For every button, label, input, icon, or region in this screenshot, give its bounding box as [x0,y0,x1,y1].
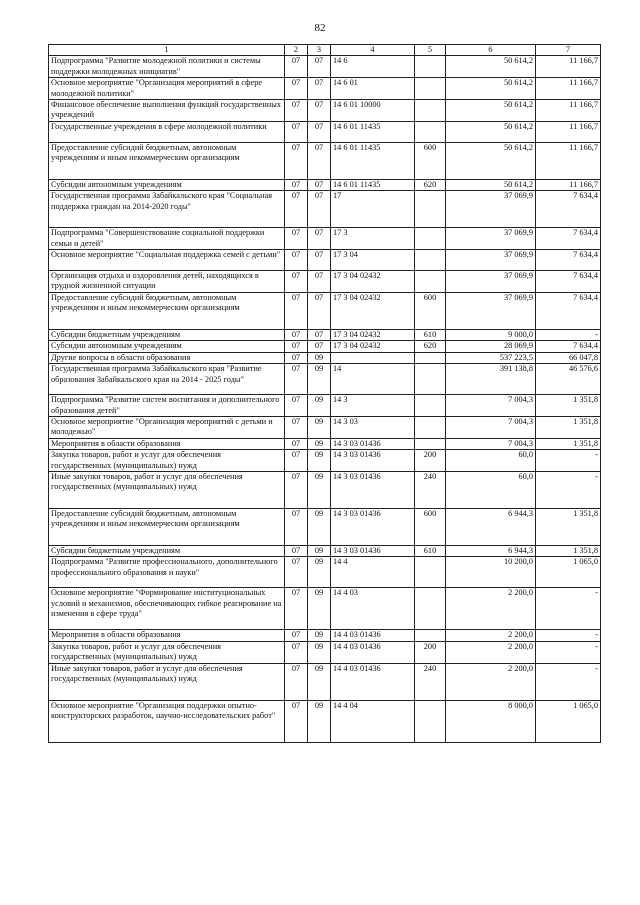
row-name-cell: Основное мероприятие "Формирование институциональных условий и механизмов, обеспечивающих гибкое реагирование на изменения в сфере труда" [49,588,285,630]
row-expense-type-cell: 610 [415,329,446,340]
budget-table [48,44,601,743]
row-expense-type-cell [415,121,446,142]
row-subsection-cell: 09 [308,438,331,449]
row-subsection-cell: 09 [308,416,331,438]
table-row [49,630,601,641]
table-row [49,700,601,742]
table-row [49,292,601,329]
row-expense-type-cell [415,191,446,228]
row-target-article-cell: 17 3 04 02432 [331,329,415,340]
row-amount2-cell: 7 634,4 [536,191,601,228]
row-section-cell: 07 [285,630,308,641]
row-target-article-cell: 14 6 01 11435 [331,179,415,190]
row-name-cell: Подпрограмма "Развитие систем воспитания и дополнительного образования детей" [49,395,285,417]
row-amount2-cell: - [536,663,601,700]
row-subsection-cell: 07 [308,179,331,190]
row-section-cell: 07 [285,142,308,179]
row-target-article-cell: 14 4 03 01436 [331,641,415,663]
row-expense-type-cell [415,271,446,293]
column-header: 6 [446,45,536,56]
row-target-article-cell: 14 3 03 01436 [331,471,415,508]
row-amount-cell: 6 944,3 [446,508,536,545]
row-subsection-cell: 07 [308,329,331,340]
row-name-cell: Подпрограмма "Совершенствование социальной поддержки семьи и детей" [49,228,285,250]
row-expense-type-cell [415,100,446,122]
row-expense-type-cell [415,438,446,449]
row-target-article-cell: 14 6 01 11435 [331,121,415,142]
row-amount-cell: 9 000,0 [446,329,536,340]
row-amount2-cell: 46 576,6 [536,364,601,395]
row-section-cell: 07 [285,100,308,122]
row-amount-cell: 60,0 [446,471,536,508]
row-amount-cell: 60,0 [446,450,536,472]
row-target-article-cell: 14 4 03 [331,588,415,630]
row-amount-cell: 37 069,9 [446,271,536,293]
row-target-article-cell: 14 6 01 10000 [331,100,415,122]
row-section-cell: 07 [285,191,308,228]
row-name-cell: Основное мероприятие "Социальная поддержка семей с детьми" [49,250,285,271]
row-amount-cell: 8 000,0 [446,700,536,742]
row-subsection-cell: 09 [308,450,331,472]
row-section-cell: 07 [285,663,308,700]
row-subsection-cell: 09 [308,364,331,395]
header-row [49,45,601,56]
row-target-article-cell: 14 6 [331,56,415,78]
row-subsection-cell: 09 [308,630,331,641]
row-amount-cell: 37 069,9 [446,228,536,250]
row-amount2-cell: 1 065,0 [536,557,601,588]
row-section-cell: 07 [285,250,308,271]
row-amount2-cell: 7 634,4 [536,250,601,271]
row-section-cell: 07 [285,438,308,449]
column-header: 3 [308,45,331,56]
row-expense-type-cell: 240 [415,471,446,508]
row-expense-type-cell: 200 [415,450,446,472]
row-name-cell: Предоставление субсидий бюджетным, автономным учреждениям и иным некоммерческим организациям [49,292,285,329]
column-header: 5 [415,45,446,56]
row-section-cell: 07 [285,641,308,663]
row-subsection-cell: 09 [308,641,331,663]
row-section-cell: 07 [285,545,308,556]
row-amount2-cell: 7 634,4 [536,292,601,329]
row-expense-type-cell: 200 [415,641,446,663]
row-amount-cell: 37 069,9 [446,191,536,228]
row-target-article-cell: 17 [331,191,415,228]
row-amount-cell: 2 200,0 [446,641,536,663]
row-target-article-cell: 14 [331,364,415,395]
row-name-cell: Субсидии автономным учреждениям [49,341,285,352]
row-amount-cell: 28 069,9 [446,341,536,352]
table-row [49,78,601,100]
row-amount-cell: 7 004,3 [446,395,536,417]
row-section-cell: 07 [285,416,308,438]
row-amount2-cell: 11 166,7 [536,142,601,179]
row-amount-cell: 10 200,0 [446,557,536,588]
row-amount-cell: 50 614,2 [446,56,536,78]
row-amount2-cell: 1 351,8 [536,508,601,545]
row-expense-type-cell: 240 [415,663,446,700]
row-target-article-cell: 14 4 04 [331,700,415,742]
row-name-cell: Основное мероприятие "Организация мероприятий с детьми и молодежью" [49,416,285,438]
row-expense-type-cell: 600 [415,508,446,545]
row-amount2-cell: - [536,641,601,663]
column-header: 7 [536,45,601,56]
table-row [49,271,601,293]
page-number: 82 [314,22,326,34]
row-subsection-cell: 07 [308,78,331,100]
row-section-cell: 07 [285,78,308,100]
table-row [49,416,601,438]
row-section-cell: 07 [285,121,308,142]
row-section-cell: 07 [285,364,308,395]
row-amount2-cell: 11 166,7 [536,56,601,78]
table-row [49,121,601,142]
row-amount2-cell: 1 351,8 [536,545,601,556]
row-section-cell: 07 [285,450,308,472]
row-amount-cell: 50 614,2 [446,121,536,142]
row-subsection-cell: 09 [308,663,331,700]
row-subsection-cell: 07 [308,121,331,142]
row-section-cell: 07 [285,352,308,363]
row-expense-type-cell [415,352,446,363]
row-amount-cell: 2 200,0 [446,663,536,700]
row-name-cell: Государственная программа Забайкальского края "Социальная поддержка граждан на 2014-2020 годы" [49,191,285,228]
row-amount-cell: 391 138,8 [446,364,536,395]
row-name-cell: Мероприятия в области образования [49,630,285,641]
row-target-article-cell: 17 3 04 02432 [331,341,415,352]
row-amount-cell: 2 200,0 [446,630,536,641]
row-subsection-cell: 09 [308,508,331,545]
row-expense-type-cell [415,557,446,588]
column-header: 2 [285,45,308,56]
row-subsection-cell: 07 [308,341,331,352]
row-section-cell: 07 [285,179,308,190]
row-amount-cell: 50 614,2 [446,142,536,179]
row-section-cell: 07 [285,271,308,293]
row-amount-cell: 7 004,3 [446,416,536,438]
row-target-article-cell: 14 3 03 01436 [331,450,415,472]
row-expense-type-cell [415,228,446,250]
table-row [49,557,601,588]
row-expense-type-cell [415,588,446,630]
row-amount-cell: 50 614,2 [446,179,536,190]
row-amount2-cell: - [536,588,601,630]
table-row [49,100,601,122]
row-target-article-cell: 14 3 03 [331,416,415,438]
row-amount2-cell: 11 166,7 [536,121,601,142]
row-subsection-cell: 09 [308,557,331,588]
row-amount2-cell: 7 634,4 [536,271,601,293]
table-row [49,228,601,250]
row-section-cell: 07 [285,588,308,630]
row-amount2-cell: - [536,450,601,472]
table-row [49,663,601,700]
row-subsection-cell: 09 [308,588,331,630]
column-header: 1 [49,45,285,56]
row-section-cell: 07 [285,700,308,742]
table-row [49,250,601,271]
row-expense-type-cell [415,416,446,438]
row-amount2-cell: - [536,329,601,340]
row-subsection-cell: 07 [308,191,331,228]
row-name-cell: Субсидии бюджетным учреждениям [49,545,285,556]
table-row [49,641,601,663]
row-name-cell: Организация отдыха и оздоровления детей, находящихся в трудной жизненной ситуации [49,271,285,293]
row-name-cell: Предоставление субсидий бюджетным, автономным учреждениям и иным некоммерческим организациям [49,142,285,179]
row-name-cell: Мероприятия в области образования [49,438,285,449]
row-name-cell: Финансовое обеспечение выполнения функций государственных учреждений [49,100,285,122]
row-target-article-cell: 14 4 03 01436 [331,663,415,700]
row-name-cell: Иные закупки товаров, работ и услуг для обеспечения государственных (муниципальных) нужд [49,471,285,508]
row-subsection-cell: 09 [308,352,331,363]
row-target-article-cell: 17 3 [331,228,415,250]
row-expense-type-cell: 620 [415,179,446,190]
row-target-article-cell: 17 3 04 [331,250,415,271]
table-row [49,364,601,395]
row-section-cell: 07 [285,341,308,352]
row-expense-type-cell [415,395,446,417]
table-row [49,438,601,449]
row-amount-cell: 7 004,3 [446,438,536,449]
row-target-article-cell: 14 3 [331,395,415,417]
table-row [49,56,601,78]
row-expense-type-cell: 600 [415,292,446,329]
row-target-article-cell [331,352,415,363]
row-amount-cell: 537 223,5 [446,352,536,363]
row-amount2-cell: 1 351,8 [536,416,601,438]
row-name-cell: Подпрограмма "Развитие профессионального, дополнительного профессионального образования и науки" [49,557,285,588]
row-target-article-cell: 14 3 03 01436 [331,438,415,449]
row-section-cell: 07 [285,329,308,340]
row-target-article-cell: 17 3 04 02432 [331,271,415,293]
row-amount2-cell: - [536,471,601,508]
table-row [49,179,601,190]
row-subsection-cell: 07 [308,228,331,250]
row-amount2-cell: 11 166,7 [536,100,601,122]
row-subsection-cell: 09 [308,545,331,556]
row-expense-type-cell [415,56,446,78]
row-amount2-cell: 66 047,8 [536,352,601,363]
row-amount-cell: 6 944,3 [446,545,536,556]
row-amount-cell: 50 614,2 [446,100,536,122]
row-expense-type-cell [415,250,446,271]
table-row [49,341,601,352]
row-expense-type-cell [415,364,446,395]
table-row [49,395,601,417]
row-section-cell: 07 [285,292,308,329]
row-subsection-cell: 07 [308,250,331,271]
row-target-article-cell: 14 4 [331,557,415,588]
row-amount2-cell: 7 634,4 [536,341,601,352]
row-amount2-cell: 11 166,7 [536,179,601,190]
row-name-cell: Субсидии бюджетным учреждениям [49,329,285,340]
row-amount2-cell: 7 634,4 [536,228,601,250]
row-subsection-cell: 07 [308,100,331,122]
row-subsection-cell: 09 [308,700,331,742]
row-amount2-cell: 11 166,7 [536,78,601,100]
row-amount-cell: 37 069,9 [446,292,536,329]
row-section-cell: 07 [285,56,308,78]
row-expense-type-cell: 620 [415,341,446,352]
row-expense-type-cell [415,630,446,641]
row-target-article-cell: 14 4 03 01436 [331,630,415,641]
row-name-cell: Закупка товаров, работ и услуг для обеспечения государственных (муниципальных) нужд [49,641,285,663]
column-header: 4 [331,45,415,56]
row-subsection-cell: 07 [308,56,331,78]
row-target-article-cell: 14 6 01 11435 [331,142,415,179]
row-name-cell: Государственные учреждения в сфере молодежной политики [49,121,285,142]
row-expense-type-cell: 610 [415,545,446,556]
row-section-cell: 07 [285,471,308,508]
row-section-cell: 07 [285,395,308,417]
table-row [49,352,601,363]
row-name-cell: Иные закупки товаров, работ и услуг для обеспечения государственных (муниципальных) нужд [49,663,285,700]
row-amount-cell: 50 614,2 [446,78,536,100]
row-name-cell: Государственная программа Забайкальского края "Развитие образования Забайкальского края на 2014 - 2025 годы" [49,364,285,395]
table-row [49,142,601,179]
row-target-article-cell: 14 6 01 [331,78,415,100]
row-target-article-cell: 14 3 03 01436 [331,508,415,545]
row-expense-type-cell: 600 [415,142,446,179]
row-target-article-cell: 17 3 04 02432 [331,292,415,329]
table-row [49,329,601,340]
row-target-article-cell: 14 3 03 01436 [331,545,415,556]
row-amount-cell: 2 200,0 [446,588,536,630]
table-row [49,471,601,508]
table-row [49,191,601,228]
row-name-cell: Основное мероприятие "Организация мероприятий в сфере молодежной политики" [49,78,285,100]
row-section-cell: 07 [285,508,308,545]
row-expense-type-cell [415,700,446,742]
row-amount-cell: 37 069,9 [446,250,536,271]
row-subsection-cell: 07 [308,292,331,329]
table-row [49,508,601,545]
row-amount2-cell: 1 065,0 [536,700,601,742]
table-row [49,450,601,472]
row-name-cell: Подпрограмма "Развитие молодежной политики и системы поддержки молодежных инициатив" [49,56,285,78]
row-amount2-cell: 1 351,8 [536,438,601,449]
row-name-cell: Субсидии автономным учреждениям [49,179,285,190]
row-amount2-cell: - [536,630,601,641]
row-section-cell: 07 [285,228,308,250]
row-subsection-cell: 07 [308,142,331,179]
table-row [49,545,601,556]
row-section-cell: 07 [285,557,308,588]
table-row [49,588,601,630]
row-expense-type-cell [415,78,446,100]
row-subsection-cell: 09 [308,471,331,508]
row-subsection-cell: 09 [308,395,331,417]
row-name-cell: Предоставление субсидий бюджетным, автономным учреждениям и иным некоммерческим организациям [49,508,285,545]
row-name-cell: Закупка товаров, работ и услуг для обеспечения государственных (муниципальных) нужд [49,450,285,472]
row-amount2-cell: 1 351,8 [536,395,601,417]
row-subsection-cell: 07 [308,271,331,293]
row-name-cell: Другие вопросы в области образования [49,352,285,363]
row-name-cell: Основное мероприятие "Организация поддержки опытно-конструкторских разработок, научно-исследовательских работ" [49,700,285,742]
